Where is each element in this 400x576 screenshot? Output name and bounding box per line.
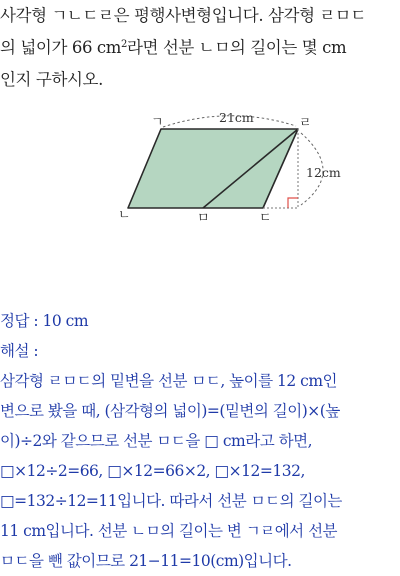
- vertex-label-n: ㄴ: [118, 208, 131, 223]
- problem-line-2-end: 라면 선분 ㄴㅁ의 길이는 몇 cm: [126, 38, 347, 57]
- explanation-line-4: □×12÷2=66, □×12=66×2, □×12=132,: [0, 462, 305, 480]
- explanation-line-5: □=132÷12=11입니다. 따라서 선분 ㅁㄷ의 길이는: [0, 492, 342, 510]
- vertex-label-m: ㅁ: [197, 211, 210, 226]
- explanation-line-2: 변으로 봤을 때, (삼각형의 넓이)=(밑변의 길이)×(높: [0, 402, 340, 420]
- right-angle-mark: [288, 198, 298, 208]
- vertex-label-g: ㄱ: [151, 115, 164, 130]
- vertex-label-r: ㄹ: [299, 116, 312, 131]
- parallelogram-shape: [128, 129, 298, 208]
- parallelogram-figure: [0, 0, 400, 230]
- explanation-heading: 해설 :: [0, 342, 39, 360]
- top-length-label: 21cm: [219, 110, 254, 125]
- problem-line-2-start: 의 넓이가 66 cm: [0, 38, 121, 57]
- explanation-line-1: 삼각형 ㄹㅁㄷ의 밑변을 선분 ㅁㄷ, 높이를 12 cm인: [0, 372, 338, 390]
- answer-section: [0, 306, 400, 576]
- problem-line-1: 사각형 ㄱㄴㄷㄹ은 평행사변형입니다. 삼각형 ㄹㅁㄷ: [0, 6, 367, 25]
- explanation-line-7: ㅁㄷ을 뺀 값이므로 21−11=10(cm)입니다.: [0, 552, 292, 570]
- area-unit-exponent: 2: [120, 39, 127, 50]
- problem-line-3: 인지 구하시오.: [0, 70, 103, 89]
- answer-line: 정답 : 10 cm: [0, 312, 89, 330]
- height-length-label: 12cm: [306, 165, 341, 180]
- explanation-line-3: 이)÷2와 같으므로 선분 ㅁㄷ을 □ cm라고 하면,: [0, 432, 313, 450]
- vertex-label-d: ㄷ: [259, 211, 272, 226]
- explanation-line-6: 11 cm입니다. 선분 ㄴㅁ의 길이는 변 ㄱㄹ에서 선분: [0, 522, 338, 540]
